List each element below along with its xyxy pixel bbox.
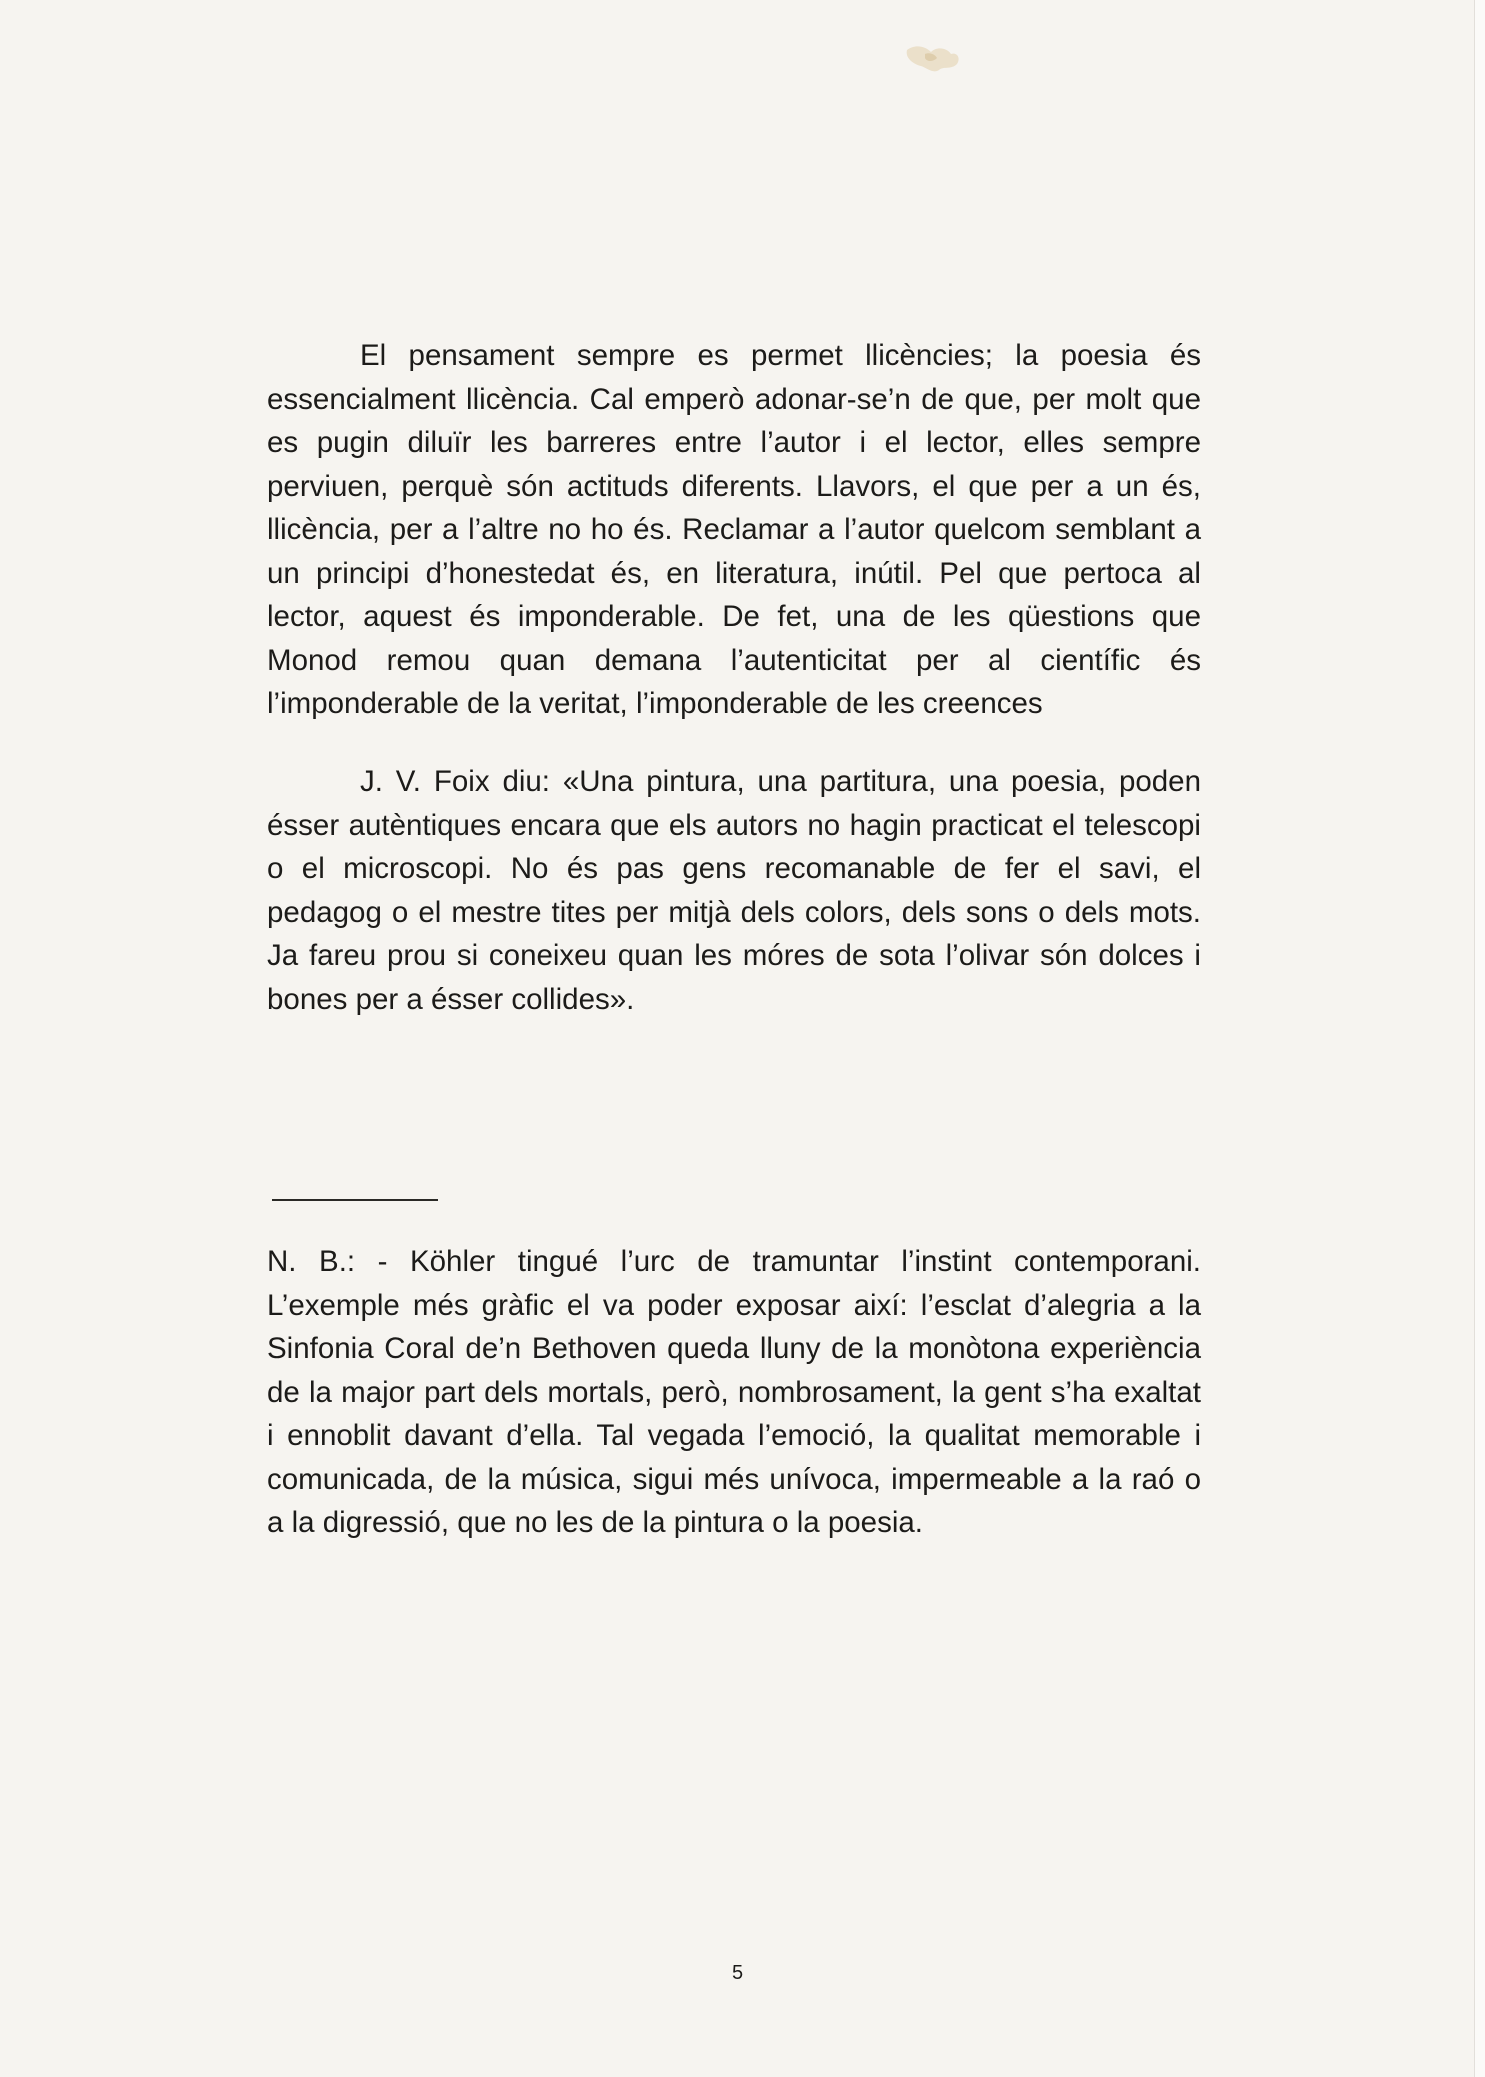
page-number: 5 <box>731 1962 744 1984</box>
body-paragraph-2: J. V. Foix diu: «Una pintura, una partitura, una poesia, poden ésser autèntiques encara que els autors no hagin practicat el telescopi o el microscopi. No és pas gens recomanable de fer el savi, el pedagog o el mestre tites per mitjà dels colors, dels sons o dels mots. Ja fareu prou si coneixeu quan les móres de sota l’olivar són dolces i bones per a ésser collides». <box>267 765 1201 1016</box>
body-paragraph-1: El pensament sempre es permet llicències; la poesia és essencialment llicència. Cal emperò adonar-se’n de que, per molt que es pugin diluïr les barreres entre l’autor i el lector, elles sempre perviuen, perquè són actituds diferents. Llavors, el que per a un és, llicència, per a l’altre no ho és. Reclamar a l’autor quelcom semblant a un principi d’honestedat és, en literatura, inútil. Pel que pertoca al lector, aquest és imponderable. De fet, una de les qüestions que Monod remou quan demana l’autenticitat per al científic és l’imponderable de la veritat, l’imponderable de les creences <box>267 339 1201 720</box>
footnote-paragraph: N. B.: - Köhler tingué l’urc de tramuntar l’instint contemporani. L’exemple més gràfic el va poder exposar així: l’esclat d’alegria a la Sinfonia Coral de’n Bethoven queda lluny de la monòtona experiència de la major part dels mortals, però, nombrosament, la gent s’ha exaltat i ennoblit davant d’ella. Tal vegada l’emoció, la qualitat memorable i comunicada, de la música, sigui més unívoca, impermeable a la raó o a la digressió, que no les de la pintura o la poesia. <box>267 1245 1201 1539</box>
page-edge <box>1474 0 1485 2077</box>
footnote-separator-rule <box>272 1199 438 1201</box>
paper-stain-mark <box>903 40 965 74</box>
